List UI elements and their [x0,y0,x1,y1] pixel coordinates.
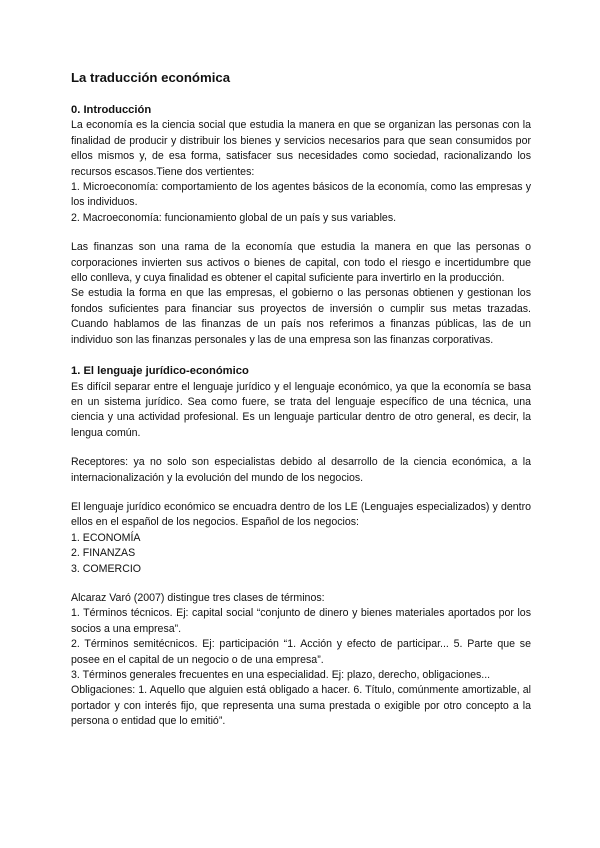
paragraph: Las finanzas son una rama de la economía que estudia la manera en que las personas o corporaciones invierten sus activos o bienes de capital, con todo el riesgo e incertidumbre que ello conlleva, y cuya finalidad es obtener el capital suficiente para invertirlo en la producción. [71,241,531,285]
paragraph: El lenguaje jurídico económico se encuadra dentro de los LE (Lenguajes especializados) y dentro ellos en el español de los negocios. Español de los negocios: [71,500,531,529]
paragraph: Se estudia la forma en que las empresas, el gobierno o las personas obtienen y gestionan los fondos suficientes para financiar sus proyectos de inversión o cumplir sus metas trazadas. Cuando hablamos de las finanzas de un país nos referimos a finanzas públicas, las de un individuo son las finanzas personales y las de una empresa son las finanzas corporativas. [71,287,531,346]
paragraph: Obligaciones: 1. Aquello que alguien está obligado a hacer. 6. Título, comúnmente amortizable, al portador y con interés fijo, que representa una suma prestada o exigible por otro concepto a la persona o entidad que lo emitió”. [71,684,531,728]
list-item: 3. Términos generales frecuentes en una especialidad. Ej: plazo, derecho, obligaciones... [71,669,491,681]
list-item: 1. Términos técnicos. Ej: capital social “conjunto de dinero y bienes materiales aportados por los socios a una empresa”. [71,607,531,635]
section-heading-lenguaje: 1. El lenguaje jurídico-económico [71,365,249,378]
list-item: 1. Microeconomía: comportamiento de los agentes básicos de la economía, como las empresas y los individuos. [71,181,531,209]
paragraph: Receptores: ya no solo son especialistas debido al desarrollo de la ciencia económica, a la internacionalización y la evolución del mundo de los negocios. [71,456,531,484]
list-item: 1. ECONOMÍA [71,531,141,544]
document-title: La traducción económica [71,70,231,85]
list-item: 2. Macroeconomía: funcionamiento global de un país y sus variables. [71,211,397,224]
section-heading-intro: 0. Introducción [71,104,152,116]
list-item: 2. FINANZAS [71,547,136,560]
list-item: 3. COMERCIO [71,562,142,575]
list-item: 2. Términos semitécnicos. Ej: participación “1. Acción y efecto de participar... 5. Parte que se posee en el capital de un negocio o de una empresa”. [71,638,531,666]
paragraph: La economía es la ciencia social que estudia la manera en que se organizan las personas con la finalidad de producir y distribuir los bienes y servicios necesarios para que sean consumidos por ellos mismos y, de esa forma, satisfacer sus necesidades como sociedad, racionalizando los recursos escasos.Tiene dos vertientes: [71,119,531,178]
paragraph: Es difícil separar entre el lenguaje jurídico y el lenguaje económico, ya que la economía se basa en un sistema jurídico. Sea como fuere, se trata del lenguaje específico de una técnica, una ciencia y una actividad profesional. Es un lenguaje particular dentro de otro general, es decir, la lengua común. [71,380,531,439]
document-page [71,70,531,730]
paragraph: Alcaraz Varó (2007) distingue tres clases de términos: [71,591,325,604]
